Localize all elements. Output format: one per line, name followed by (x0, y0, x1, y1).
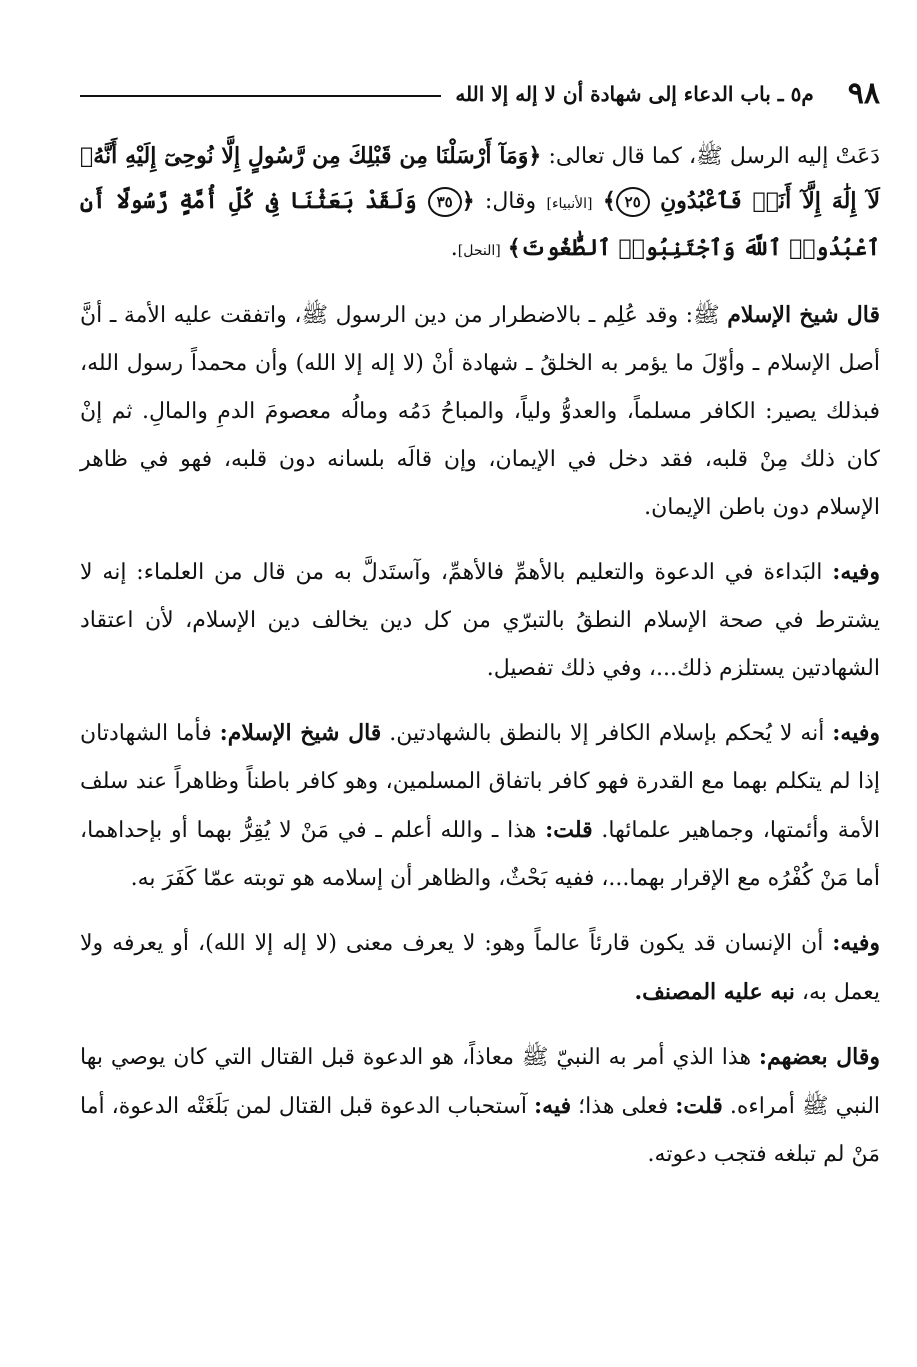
bold-lead: وفيه: (832, 720, 880, 746)
paragraph-wafihi-2 (80, 709, 880, 903)
bold-author-note: نبه عليه المصنف. (634, 979, 795, 1005)
paragraph-wafihi-3 (80, 919, 880, 1017)
page-number: ٩٨ (847, 76, 880, 111)
paragraph-text: فأما الشهادتان إذا لم يتكلم بهما مع القدرة فهو كافر باتفاق المسلمين، وهو كافر باطناً وظاهراً عند سلف الأمة وأئمتها، وجماهير علمائها. (80, 721, 880, 843)
paragraph-text: آستحباب الدعوة قبل القتال لمن بَلَغَتْه الدعوة، أما مَنْ لم تبلغه فتجب دعوته. (80, 1094, 880, 1167)
paragraph-text: هذا ـ والله أعلم ـ في مَنْ لا يُقِرُّ بهما أو بإحداهما، أما مَنْ كُفْرُه مع الإقرار بهما...، ففيه بَحْثٌ، والظاهر أن إسلامه هو توبته عمّا كَفَرَ به. (80, 818, 880, 891)
paragraph-text: فعلى هذا؛ (571, 1094, 676, 1119)
paragraph-shaykh-al-islam (80, 291, 880, 532)
quran-verse-anbiya: ﴿وَمَآ أَرْسَلْنَا مِن قَبْلِكَ مِن رَّسُولٍ إِلَّا نُوحِىٓ إِلَيْهِ أَنَّهُۥ لَآ إِلَٰهَ إِلَّآ أَنَا۠ فَٱعْبُدُونِ (80, 143, 881, 214)
ayah-number-marker: ٣٥ (428, 187, 462, 217)
paragraph-text: البَداءة في الدعوة والتعليم بالأهمِّ فالأهمِّ، وآستَدلَّ به من قال من العلماء: إنه لا يشترط في صحة الإسلام النطقُ بالتبرّي من كل دين يخالف دين الإسلام، لأن اعتقاد الشهادتين يستلزم ذلك...، وفي ذلك تفصيل. (80, 560, 880, 681)
paragraph-text: هذا الذي أمر به النبيّ ﷺ معاذاً، هو الدعوة قبل القتال التي كان يوصي بها النبي ﷺ أمراءه. (80, 1045, 881, 1119)
verse-open-bracket: ﴿ (461, 188, 475, 214)
ayah-number-marker: ٢٥ (616, 187, 650, 217)
paragraph-text: أن الإنسان قد يكون قارئاً عالماً وهو: لا يعرف معنى (لا إله إلا الله)، أو يعرفه ولا يعمل به، (80, 931, 880, 1005)
chapter-running-title: م٥ ـ باب الدعاء إلى شهادة أن لا إله إلا الله (455, 82, 814, 106)
bold-qultu-label: قلت: (545, 817, 593, 843)
verse-close-bracket: ﴾ (602, 188, 616, 214)
bold-lead: وقال بعضهم: (758, 1044, 880, 1070)
honorific: ﷺ (693, 303, 728, 328)
surah-reference: [الأنبياء] (546, 196, 593, 212)
header-rule (80, 95, 441, 97)
paragraph-text: : وقد عُلِم ـ بالاضطرار من دين الرسول ﷺ، واتفقت عليه الأمة ـ أنَّ أصل الإسلام ـ وأوّلَ ما يؤمر به الخلقُ ـ شهادة أنْ (لا إله إلا الله) وأن محمداً رسول الله، فبذلك يصير: الكافر مسلماً، والعدوُّ ولياً، والمباحُ دَمُه ومالُه معصومَ الدمِ والمالِ. ثم إنْ كان ذلك مِنْ قلبه، فقد دخل في الإيمان، وإن قالَه بلسانه دون قلبه، فهو في ظاهر الإسلام دون باطن الإيمان. (80, 303, 880, 520)
bold-shaykh-label: قال شيخ الإسلام: (219, 720, 382, 746)
book-page (80, 70, 880, 1179)
bold-fihi-label: فيه: (534, 1093, 572, 1119)
paragraph-wafihi-1 (80, 548, 880, 693)
bold-lead: وفيه: (832, 559, 880, 585)
connector-text: وقال: (474, 189, 547, 214)
paragraph-text: أنه لا يُحكم بإسلام الكافر إلا بالنطق بالشهادتين. (381, 721, 833, 746)
surah-reference: [النحل] (457, 243, 501, 259)
intro-text: دَعَتْ إليه الرسل ﷺ، كما قال تعالى: (541, 144, 880, 169)
quran-verse-nahl: وَلَقَدْ بَعَثْنَا فِى كُلِّ أُمَّةٍ رَّسُولًا أَنِ ٱعْبُدُوا۟ ٱللَّهَ وَٱجْتَنِبُوا۟ ٱلطَّٰغُوتَ﴾ (80, 188, 880, 261)
paragraph-quran-verses (80, 134, 880, 273)
bold-qultu-label: قلت: (675, 1093, 723, 1119)
page-header (80, 70, 880, 118)
sentence-end: . (450, 236, 458, 261)
bold-lead: وفيه: (832, 930, 880, 956)
paragraph-wa-qala-badhuhum (80, 1033, 880, 1179)
bold-lead: قال شيخ الإسلام (727, 302, 880, 328)
